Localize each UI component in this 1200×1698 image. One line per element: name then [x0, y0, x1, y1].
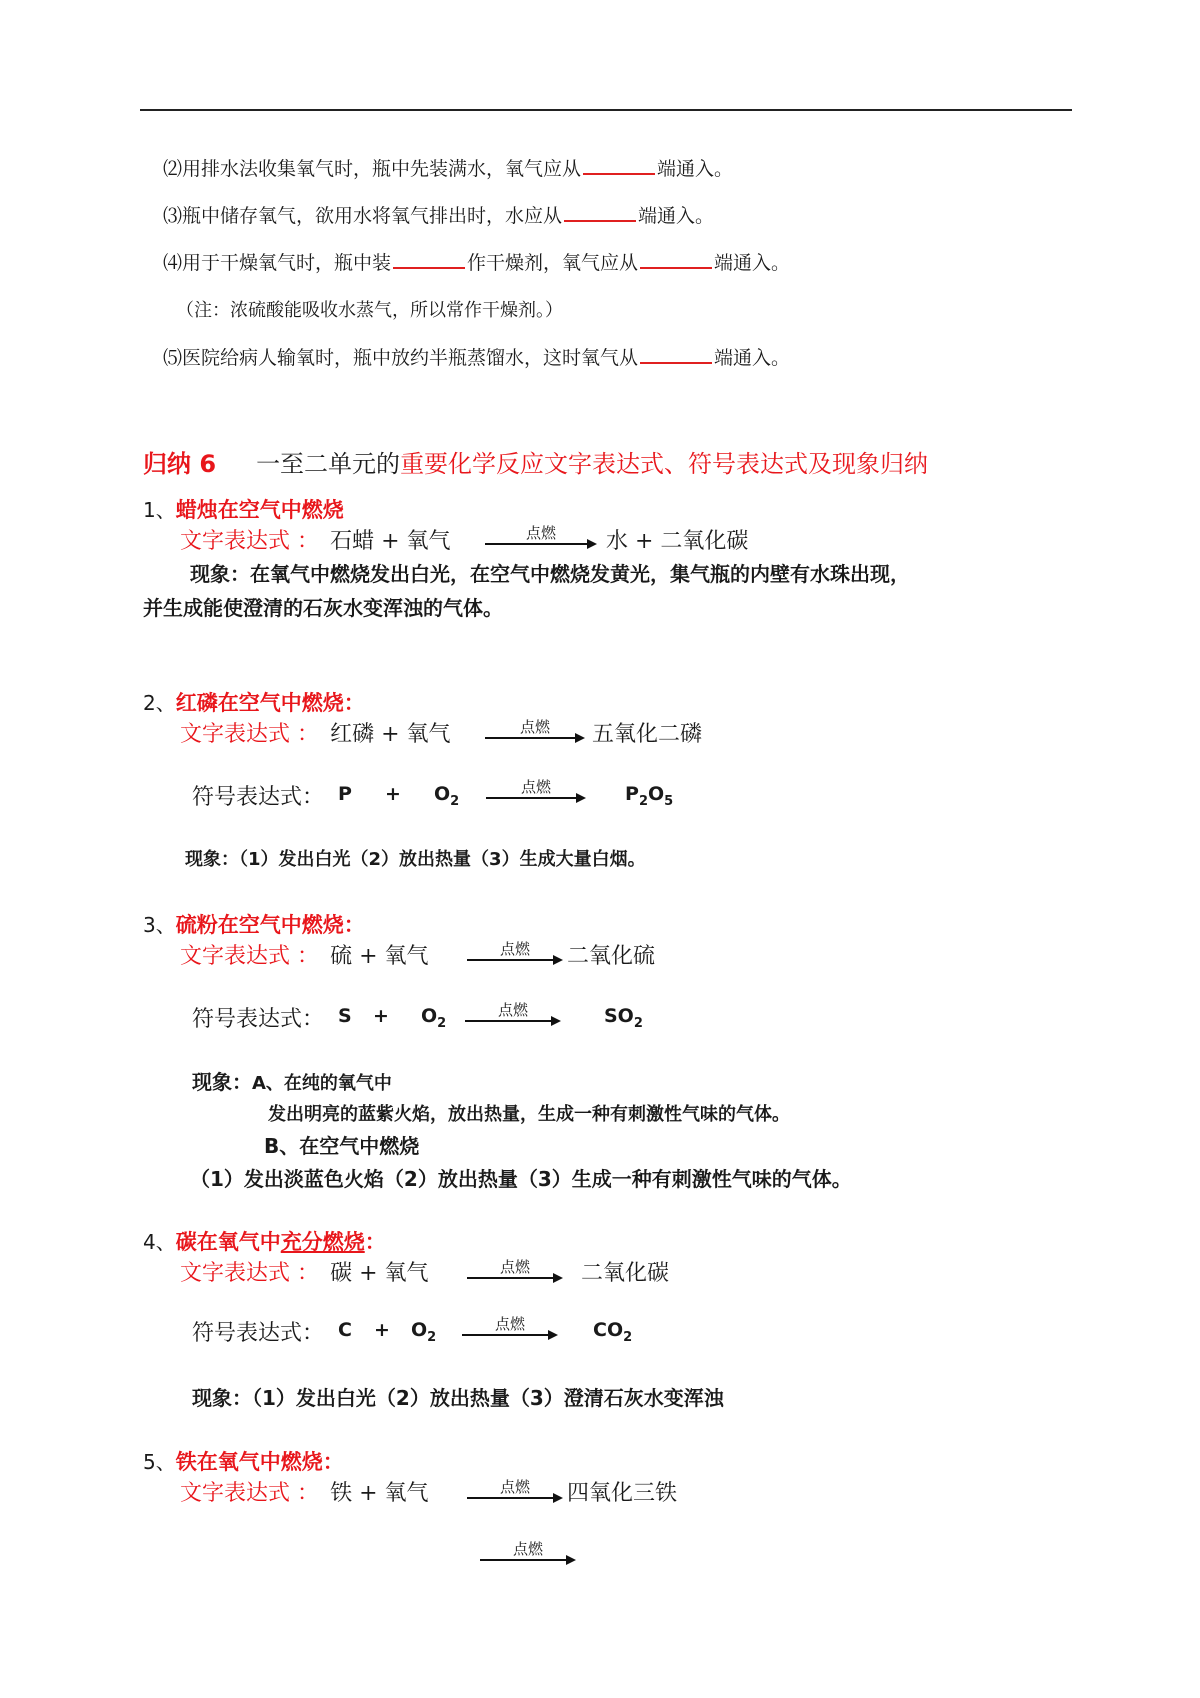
section-title: [143, 444, 928, 479]
reaction-title: 蜡烛在空气中燃烧: [175, 498, 344, 522]
plus-sign: +: [385, 783, 401, 805]
condition-label: 点燃: [520, 778, 551, 796]
question-2: [163, 154, 733, 181]
reactants: 铁 + 氧气: [330, 1481, 429, 1506]
reaction-2-word-equation: [180, 717, 451, 748]
section-label: 归纳 6: [143, 450, 217, 478]
products: 五氧化二磷: [592, 722, 703, 747]
question-text: ⑷用于干燥氧气时，瓶中装: [163, 252, 392, 274]
reaction-1-word-equation: [180, 524, 451, 555]
question-text: 作干燥剂，氧气应从: [467, 252, 639, 274]
condition-label: 点燃: [494, 1315, 525, 1333]
reaction-arrow: [462, 1313, 558, 1339]
products: 二氧化碳: [581, 1261, 670, 1286]
reaction-5-heading: [143, 1446, 344, 1476]
symbol-equation-label: 符号表达式：: [192, 785, 325, 810]
condition-label: 点燃: [497, 1001, 528, 1019]
observation-condition: A、在纯的氧气中: [252, 1073, 392, 1094]
answer-blank: [640, 344, 712, 364]
reaction-4-heading: [143, 1226, 386, 1256]
products: 水 + 二氧化碳: [606, 529, 749, 554]
reactants: 硫 + 氧气: [330, 944, 429, 969]
reaction-title: 红磷在空气中燃烧：: [175, 691, 365, 715]
header-rule: [140, 109, 1072, 111]
formula-reactant: $O_2$: [421, 1005, 447, 1031]
reactants: 碳 + 氧气: [330, 1261, 429, 1286]
condition-label: 点燃: [499, 940, 530, 958]
reaction-arrow: [486, 776, 586, 802]
condition-label: 点燃: [519, 718, 550, 736]
reactants: 石蜡 + 氧气: [330, 529, 451, 554]
reaction-number: 2、: [143, 691, 176, 715]
observation-text: 发出明亮的蓝紫火焰，放出热量，生成一种有刺激性气味的气体。: [268, 1104, 790, 1125]
symbol-equation-label: 符号表达式：: [192, 1007, 325, 1032]
question-3: [163, 201, 714, 228]
observation-text: 并生成能使澄清的石灰水变浑浊的气体。: [143, 596, 503, 620]
formula-reactant: C: [338, 1319, 352, 1341]
products: 四氧化三铁: [567, 1481, 678, 1506]
word-equation-label: 文字表达式 ：: [180, 944, 319, 969]
answer-blank: [640, 249, 712, 269]
reaction-arrow: [465, 999, 561, 1025]
formula-reactant: $O_2$: [434, 783, 460, 809]
reaction-5-word-equation: [180, 1476, 429, 1507]
observation-label: 现象：: [192, 1070, 252, 1094]
products: 二氧化硫: [567, 944, 656, 969]
plus-sign: +: [373, 1005, 389, 1027]
reaction-number: 3、: [143, 913, 176, 937]
word-equation-label: 文字表达式 ：: [180, 1481, 319, 1506]
observation-text: （1）发出淡蓝色火焰（2）放出热量（3）生成一种有刺激性气味的气体。: [190, 1167, 852, 1191]
reaction-number: 1、: [143, 498, 176, 522]
question-text: 端通入。: [714, 347, 791, 369]
formula-reactant: P: [338, 783, 352, 805]
question-text: 端通入。: [714, 252, 791, 274]
question-text: 端通入。: [638, 205, 715, 227]
word-equation-label: 文字表达式 ：: [180, 1261, 319, 1286]
condition-label: 点燃: [512, 1540, 543, 1558]
reaction-title-emphasis: 充分燃烧: [280, 1230, 365, 1254]
reaction-title: 碳在氧气中: [175, 1230, 281, 1254]
observation-text: 现象：（1）发出白光（2）放出热量（3）生成大量白烟。: [185, 849, 646, 870]
reaction-arrow: [480, 1538, 576, 1564]
observation-a: [192, 1066, 392, 1095]
reaction-number: 4、: [143, 1230, 176, 1254]
question-text: ⑵用排水法收集氧气时，瓶中先装满水，氧气应从: [163, 158, 582, 180]
observation-text: 现象：（1）发出白光（2）放出热量（3）澄清石灰水变浑浊: [192, 1386, 724, 1410]
reaction-arrow: [485, 522, 597, 548]
reactants: 红磷 + 氧气: [330, 722, 451, 747]
observation-condition: B、在空气中燃烧: [264, 1134, 420, 1158]
reaction-arrow: [485, 716, 585, 742]
word-equation-label: 文字表达式 ：: [180, 529, 319, 554]
reaction-3-heading: [143, 909, 365, 939]
answer-blank: [564, 202, 636, 222]
formula-product: $P_2O_5$: [625, 783, 674, 809]
section-heading: 重要化学反应文字表达式、符号表达式及现象归纳: [400, 450, 929, 478]
condition-label: 点燃: [525, 524, 556, 542]
answer-blank: [393, 249, 465, 269]
reaction-title: ：: [364, 1230, 386, 1254]
question-text: ⑶瓶中储存氧气，欲用水将氧气排出时，水应从: [163, 205, 563, 227]
question-5: [163, 343, 790, 370]
reaction-title: 硫粉在空气中燃烧：: [175, 913, 365, 937]
question-note: （注：浓硫酸能吸收水蒸气，所以常作干燥剂。）: [176, 300, 563, 321]
reaction-number: 5、: [143, 1450, 176, 1474]
formula-reactant: S: [338, 1005, 352, 1027]
word-equation-label: 文字表达式 ：: [180, 722, 319, 747]
reaction-arrow: [467, 1256, 563, 1282]
section-prefix: 一至二单元的: [256, 450, 401, 478]
reaction-1-heading: [143, 494, 344, 524]
observation-text: 现象：在氧气中燃烧发出白光，在空气中燃烧发黄光，集气瓶的内壁有水珠出现，: [190, 562, 910, 586]
reaction-4-word-equation: [180, 1256, 429, 1287]
question-text: 端通入。: [657, 158, 734, 180]
symbol-equation-label: 符号表达式：: [192, 1321, 325, 1346]
condition-label: 点燃: [499, 1478, 530, 1496]
question-4: [163, 248, 790, 275]
formula-product: $SO_2$: [604, 1005, 643, 1031]
reaction-arrow: [467, 938, 563, 964]
reaction-title: 铁在氧气中燃烧：: [175, 1450, 344, 1474]
plus-sign: +: [374, 1319, 390, 1341]
formula-reactant: $O_2$: [411, 1319, 437, 1345]
reaction-arrow: [467, 1476, 563, 1502]
condition-label: 点燃: [499, 1258, 530, 1276]
formula-product: $CO_2$: [593, 1319, 633, 1345]
answer-blank: [583, 155, 655, 175]
reaction-2-heading: [143, 687, 365, 717]
question-text: ⑸医院给病人输氧时，瓶中放约半瓶蒸馏水，这时氧气从: [163, 347, 639, 369]
reaction-3-word-equation: [180, 939, 429, 970]
